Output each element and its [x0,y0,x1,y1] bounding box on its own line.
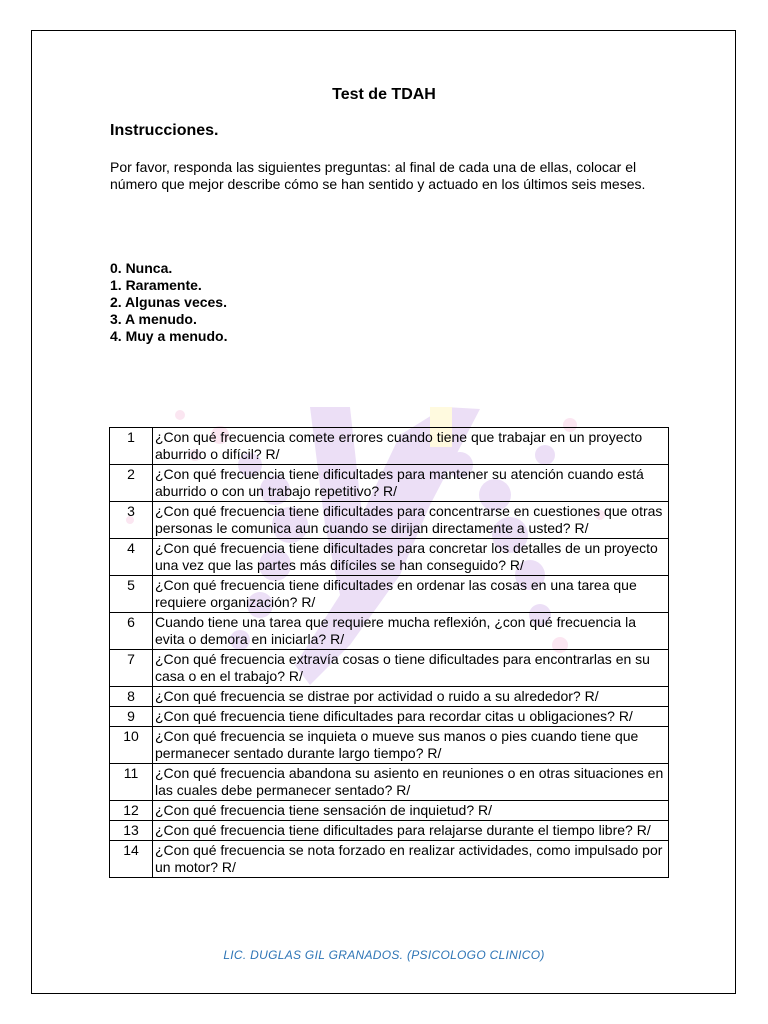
document-title: Test de TDAH [332,86,436,103]
table-row [110,613,669,650]
question-text: ¿Con qué frecuencia tiene dificultades para concentrarse en cuestiones que otras personas le comunica aun cuando se dirijan directamente a usted? R/ [153,502,669,539]
table-row [110,707,669,727]
question-number: 12 [110,801,153,821]
question-number: 6 [110,613,153,650]
question-text: ¿Con qué frecuencia tiene dificultades en ordenar las cosas en una tarea que requiere organización? R/ [153,576,669,613]
question-text: ¿Con qué frecuencia se distrae por actividad o ruido a su alrededor? R/ [153,687,669,707]
question-number: 9 [110,707,153,727]
table-row [110,727,669,764]
table-row [110,428,669,465]
table-row [110,502,669,539]
scale-item: 3. A menudo. [110,311,197,327]
question-text: ¿Con qué frecuencia comete errores cuando tiene que trabajar en un proyecto aburrido o difícil? R/ [153,428,669,465]
table-row [110,801,669,821]
question-text: ¿Con qué frecuencia tiene dificultades para relajarse durante el tiempo libre? R/ [153,821,669,841]
table-row [110,821,669,841]
instructions-text: Por favor, responda las siguientes preguntas: al final de cada una de ellas, colocar el número que mejor describe cómo se han sentido y actuado en los últimos seis meses. [110,159,646,192]
question-text: ¿Con qué frecuencia se inquieta o mueve sus manos o pies cuando tiene que permanecer sentado durante largo tiempo? R/ [153,727,669,764]
question-text: Cuando tiene una tarea que requiere mucha reflexión, ¿con qué frecuencia la evita o demora en iniciarla? R/ [153,613,669,650]
question-number: 4 [110,539,153,576]
question-text: ¿Con qué frecuencia tiene dificultades para mantener su atención cuando está aburrido o con un trabajo repetitivo? R/ [153,465,669,502]
footer-credit: LIC. DUGLAS GIL GRANADOS. (PSICOLOGO CLINICO) [223,948,545,962]
question-number: 8 [110,687,153,707]
table-row [110,576,669,613]
question-text: ¿Con qué frecuencia abandona su asiento en reuniones o en otras situaciones en las cuales debe permanecer sentado? R/ [153,764,669,801]
question-number: 1 [110,428,153,465]
question-number: 5 [110,576,153,613]
scale-item: 4. Muy a menudo. [110,328,228,344]
question-text: ¿Con qué frecuencia tiene dificultades para recordar citas u obligaciones? R/ [153,707,669,727]
table-row [110,841,669,878]
questions-table-body [110,428,669,878]
question-number: 7 [110,650,153,687]
question-text: ¿Con qué frecuencia extravía cosas o tiene dificultades para encontrarlas en su casa o en el trabajo? R/ [153,650,669,687]
questions-table [109,427,669,878]
question-number: 11 [110,764,153,801]
table-row [110,650,669,687]
question-text: ¿Con qué frecuencia tiene sensación de inquietud? R/ [153,801,669,821]
question-number: 3 [110,502,153,539]
table-row [110,465,669,502]
question-number: 10 [110,727,153,764]
question-number: 2 [110,465,153,502]
rating-scale [110,260,227,345]
question-number: 14 [110,841,153,878]
scale-item: 2. Algunas veces. [110,294,227,310]
scale-item: 1. Raramente. [110,277,202,293]
question-number: 13 [110,821,153,841]
question-text: ¿Con qué frecuencia se nota forzado en realizar actividades, como impulsado por un motor? R/ [153,841,669,878]
table-row [110,539,669,576]
instructions-heading: Instrucciones. [110,122,219,139]
question-text: ¿Con qué frecuencia tiene dificultades para concretar los detalles de un proyecto una vez que las partes más difíciles se han conseguido? R/ [153,539,669,576]
scale-item: 0. Nunca. [110,260,173,276]
table-row [110,687,669,707]
table-row [110,764,669,801]
